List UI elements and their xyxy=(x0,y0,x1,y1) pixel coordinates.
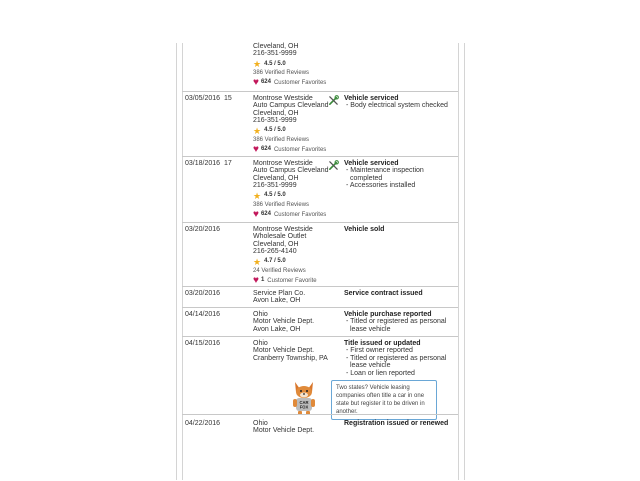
history-row xyxy=(182,414,458,481)
source-phone[interactable]: 216-351-9999 xyxy=(253,117,297,125)
history-row xyxy=(182,307,458,337)
source-info xyxy=(253,420,331,435)
source-line: Motor Vehicle Dept. xyxy=(253,347,315,355)
verified-reviews-link[interactable]: 386 Verified Reviews xyxy=(253,201,310,208)
service-tools-icon xyxy=(328,95,339,106)
source-line: Ohio xyxy=(253,311,268,318)
source-line: Ohio xyxy=(253,340,268,347)
comment-item: - Maintenance inspection completed xyxy=(346,167,424,182)
rating: ★ 4.5 / 5.0 xyxy=(253,190,286,201)
comment-item: - Titled or registered as personal lease vehicle xyxy=(346,354,447,370)
comment-item: - Loan or lien reported xyxy=(346,369,415,377)
verified-reviews-link[interactable]: 386 Verified Reviews xyxy=(253,69,310,76)
row-comments xyxy=(344,160,458,190)
service-tools-icon xyxy=(328,160,339,171)
source-info xyxy=(253,311,331,333)
source-info xyxy=(253,340,331,362)
history-row xyxy=(182,286,458,308)
customer-favorites: ♥ 624 Customer Favorites xyxy=(253,208,327,220)
comment-title: Registration issued or renewed xyxy=(344,420,449,427)
row-comments xyxy=(344,226,458,233)
mascot-text: CAR xyxy=(299,400,309,405)
verified-reviews-link[interactable]: 24 Verified Reviews xyxy=(253,267,306,274)
right-inner-border xyxy=(458,43,459,480)
comment-item: - Titled or registered as personal lease vehicle xyxy=(346,318,447,333)
comment-item: - First owner reported xyxy=(346,347,413,355)
heart-icon: ♥ xyxy=(253,208,259,220)
comment-item: - Accessories installed xyxy=(346,182,416,190)
row-date: 03/20/2016 xyxy=(185,226,221,233)
row-odometer: 17 xyxy=(224,160,232,167)
comment-title: Vehicle serviced xyxy=(344,160,399,167)
history-row xyxy=(182,39,458,91)
source-line: Cleveland, OH xyxy=(253,109,299,117)
star-icon: ★ xyxy=(253,256,262,267)
star-icon: ★ xyxy=(253,58,262,69)
row-date: 04/14/2016 xyxy=(185,311,221,318)
source-line: Cleveland, OH xyxy=(253,43,299,50)
source-line: Auto Campus Cleveland xyxy=(253,102,329,110)
comment-title: Vehicle purchase reported xyxy=(344,311,432,318)
comment-title: Vehicle sold xyxy=(344,226,385,233)
source-line: Service Plan Co. xyxy=(253,290,306,297)
verified-reviews-link[interactable]: 386 Verified Reviews xyxy=(253,136,310,143)
row-date: 03/20/2016 xyxy=(185,290,221,297)
history-row xyxy=(182,156,458,223)
left-outer-border xyxy=(176,43,177,480)
history-row xyxy=(182,222,458,287)
source-line: Avon Lake, OH xyxy=(253,325,301,333)
source-line: Montrose Westside xyxy=(253,226,313,233)
right-outer-border xyxy=(464,43,465,480)
row-comments xyxy=(344,290,458,297)
source-info xyxy=(253,43,331,88)
mascot-text: FOX xyxy=(299,404,309,410)
source-phone[interactable]: 216-351-9999 xyxy=(253,50,297,58)
customer-favorites: ♥ 624 Customer Favorites xyxy=(253,76,327,88)
rating: ★ 4.5 / 5.0 xyxy=(253,125,286,136)
source-info xyxy=(253,290,331,305)
row-date: 04/15/2016 xyxy=(185,340,221,347)
source-line: Wholesale Outlet xyxy=(253,233,307,241)
source-line: Motor Vehicle Dept. xyxy=(253,318,315,326)
source-line: Cleveland, OH xyxy=(253,174,299,182)
source-info xyxy=(253,160,331,220)
comment-item: - Body electrical system checked xyxy=(346,102,448,110)
source-phone[interactable]: 216-265-4140 xyxy=(253,248,297,256)
row-date: 03/18/2016 xyxy=(185,160,221,167)
two-states-callout: Two states? Vehicle leasing companies often title a car in one state but register it to be driven in another. xyxy=(331,380,437,420)
source-line: Cleveland, OH xyxy=(253,240,299,248)
row-comments xyxy=(344,311,458,333)
source-line: Ohio xyxy=(253,420,268,427)
customer-favorites: ♥ 1 Customer Favorite xyxy=(253,274,317,286)
source-line: Motor Vehicle Dept. xyxy=(253,427,315,435)
heart-icon: ♥ xyxy=(253,76,259,88)
star-icon: ★ xyxy=(253,190,262,201)
source-line: Montrose Westside xyxy=(253,160,313,167)
row-comments xyxy=(344,340,458,377)
heart-icon: ♥ xyxy=(253,143,259,155)
source-phone[interactable]: 216-351-9999 xyxy=(253,182,297,190)
source-info xyxy=(253,95,331,155)
comment-title: Service contract issued xyxy=(344,290,423,297)
comment-title: Vehicle serviced xyxy=(344,95,399,102)
row-date: 04/22/2016 xyxy=(185,420,221,427)
source-info xyxy=(253,226,331,286)
source-line: Auto Campus Cleveland xyxy=(253,167,329,175)
carfox-mascot-icon xyxy=(290,380,318,416)
row-comments xyxy=(344,95,458,110)
customer-favorites: ♥ 624 Customer Favorites xyxy=(253,143,327,155)
history-row xyxy=(182,91,458,156)
heart-icon: ♥ xyxy=(253,274,259,286)
star-icon: ★ xyxy=(253,125,262,136)
source-line: Montrose Westside xyxy=(253,95,313,102)
row-comments xyxy=(344,420,458,427)
rating: ★ 4.7 / 5.0 xyxy=(253,256,286,267)
row-date: 03/05/2016 xyxy=(185,95,221,102)
row-odometer: 15 xyxy=(224,95,232,102)
source-line: Avon Lake, OH xyxy=(253,297,301,305)
rating: ★ 4.5 / 5.0 xyxy=(253,58,286,69)
source-line: Cranberry Township, PA xyxy=(253,354,328,362)
comment-title: Title issued or updated xyxy=(344,340,421,347)
